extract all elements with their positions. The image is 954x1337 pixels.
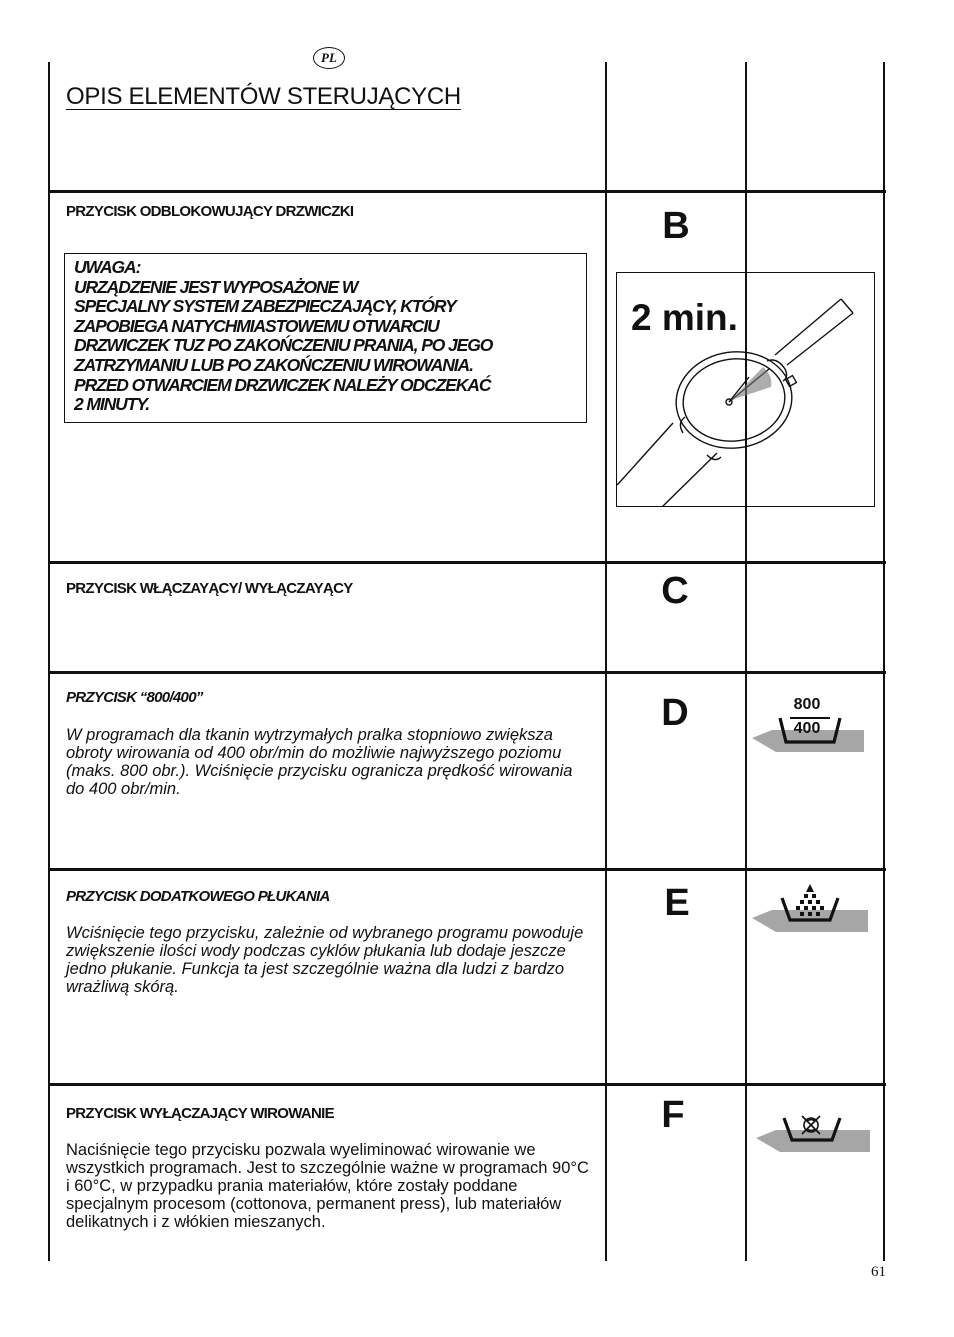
section-c-letter: C — [661, 570, 689, 612]
row-divider — [48, 671, 886, 674]
spin-speed-icon — [752, 692, 864, 754]
section-e-heading: PRZYCISK DODATKOWEGO PŁUKANIA — [66, 888, 330, 905]
warning-line: 2 MINUTY. — [74, 394, 150, 415]
table-divider-1 — [605, 62, 607, 1261]
section-b-heading: PRZYCISK ODBLOKOWUJĄCY DRZWICZKI — [66, 203, 354, 220]
spin-speed-high: 800 — [793, 696, 821, 713]
warning-line: URZĄDZENIE JEST WYPOSAŻONE W — [74, 276, 358, 297]
section-f-body: Naciśnięcie tego przycisku pozwala wyeliminować wirowanie we wszystkich programach. Jest to szczególnie ważne w programach 90°C i 60°C, w przypadku prania materiałów, które zostały poddane specjalnym procesom (cottonova, permanent press), lub materiałów delikatnych i z włókien mieszanych. — [66, 1141, 589, 1231]
section-d-letter: D — [661, 692, 689, 734]
section-f-letter: F — [661, 1094, 685, 1136]
row-divider — [48, 868, 886, 871]
section-e-letter: E — [664, 882, 690, 924]
section-d-heading: PRZYCISK “800/400” — [66, 689, 203, 706]
table-border-right — [883, 62, 885, 1261]
row-divider — [48, 561, 886, 564]
language-badge: PL — [313, 47, 345, 69]
watch-duration-label: 2 min. — [631, 297, 738, 338]
section-f-heading: PRZYCISK WYŁĄCZAJĄCY WIROWANIE — [66, 1105, 334, 1122]
warning-line: UWAGA: — [74, 257, 141, 277]
table-divider-2 — [745, 62, 747, 1261]
row-divider — [48, 1083, 886, 1086]
section-e-body: Wciśnięcie tego przycisku, zależnie od wybranego programu powoduje zwiększenie ilości wody podczas cyklów płukania lub dodaje jeszcze jedno płukanie. Funkcja ta jest szczególnie ważna dla ludzi z bardzo wrażliwą skórą. — [66, 924, 584, 996]
warning-line: PRZED OTWARCIEM DRZWICZEK NALEŻY ODCZEKAĆ — [74, 374, 491, 395]
extra-rinse-icon — [752, 880, 868, 936]
wristwatch-illustration — [616, 272, 875, 507]
row-divider — [48, 190, 886, 193]
warning-box — [64, 253, 587, 423]
section-b-letter: B — [662, 205, 690, 247]
page-title: OPIS ELEMENTÓW STERUJĄCYCH — [66, 83, 461, 110]
page-number: 61 — [871, 1264, 886, 1280]
warning-line: SPECJALNY SYSTEM ZABEZPIECZAJĄCY, KTÓRY — [74, 296, 456, 317]
no-spin-icon — [756, 1108, 870, 1156]
warning-line: ZAPOBIEGA NATYCHMIASTOWEMU OTWARCIU — [74, 315, 439, 336]
warning-line: DRZWICZEK TUZ PO ZAKOŃCZENIU PRANIA, PO JEGO — [74, 335, 493, 356]
section-d-body: W programach dla tkanin wytrzymałych pralka stopniowo zwiększa obroty wirowania od 400 obr/min do możliwie najwyższego poziomu (maks. 800 obr.). Wciśnięcie przycisku ogranicza prędkość wirowania do 400 obr/min. — [66, 726, 573, 798]
spin-speed-low: 400 — [793, 720, 821, 737]
table-border-left — [48, 62, 50, 1261]
warning-line: ZATRZYMANIU LUB PO ZAKOŃCZENIU WIROWANIA. — [74, 354, 473, 375]
section-c-heading: PRZYCISK WŁĄCZAYĄCY/ WYŁĄCZAYĄCY — [66, 580, 353, 597]
